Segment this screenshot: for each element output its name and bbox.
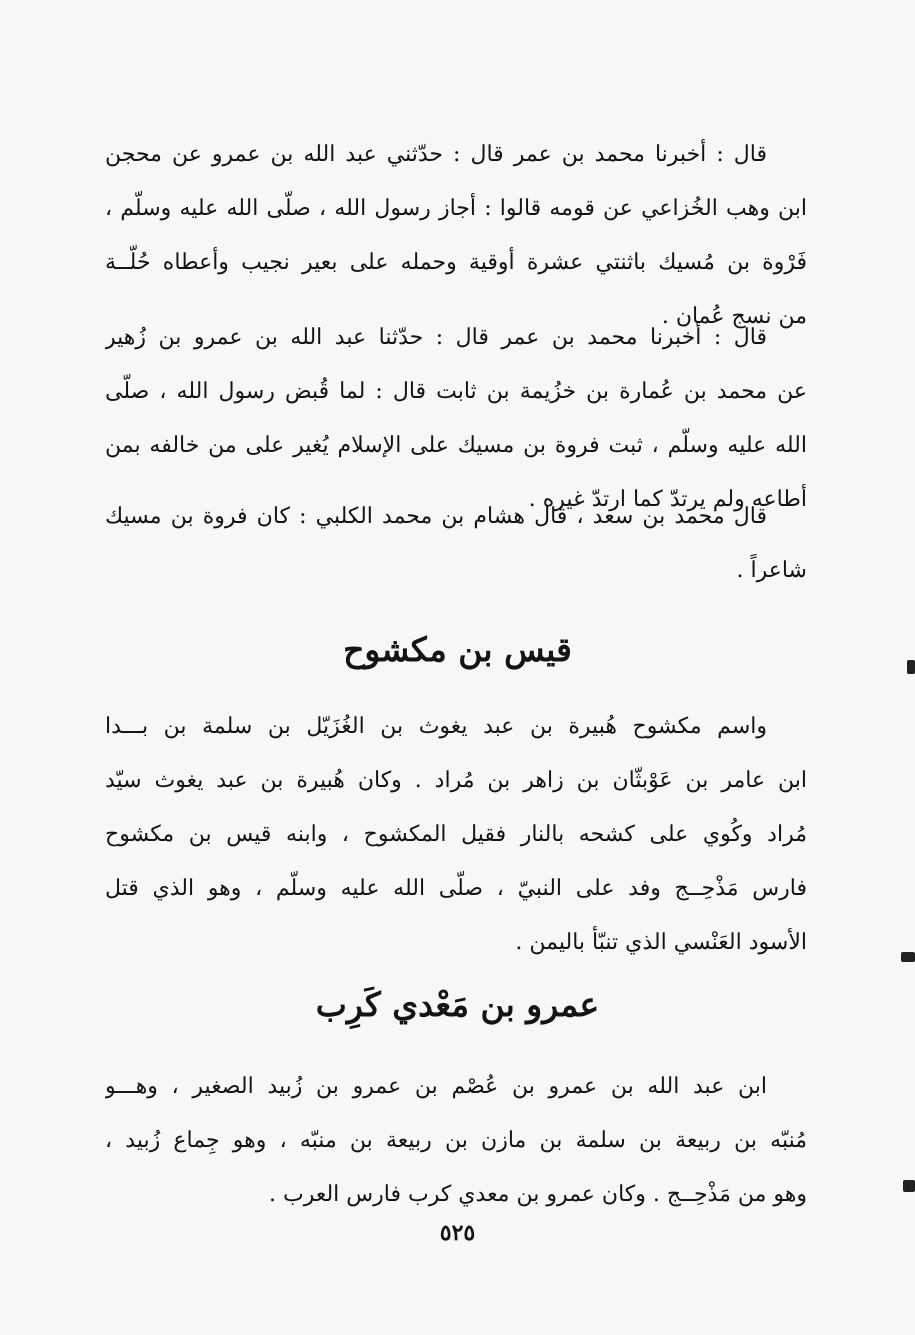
text-line: عن محمد بن عُمارة بن خزُيمة بن ثابت قال : لما قُبض رسول الله ، صلّى — [105, 379, 807, 404]
text-line: شاعراً . — [736, 558, 807, 583]
page-number: ٥٢٥ — [439, 1220, 476, 1246]
text-line: قال : أخبرنا محمد بن عمر قال : حدّثني عبد الله بن عمرو عن محجن — [105, 142, 767, 167]
text-line: ابن عامر بن عَوْبثّان بن زاهر بن مُراد . وكان هُبيرة بن عبد يغوث سيّد — [105, 768, 807, 793]
text-line: واسم مكشوح هُبيرة بن عبد يغوث بن الغُزَيّل بن سلمة بن بـــدا — [105, 714, 767, 739]
text-line: فَرْوة بن مُسيك باثنتي عشرة أوقية وحمله على بعير نجيب وأعطاه حُلّــة — [105, 250, 807, 275]
text-line: مُنبّه بن ربيعة بن سلمة بن مازن بن ربيعة بن منبّه ، وهو جِماع زُبيد ، — [105, 1128, 807, 1153]
text-line: ابن عبد الله بن عمرو بن عُصْم بن عمرو بن زُبيد الصغير ، وهـــو — [105, 1074, 767, 1099]
text-line: الأسود العَنْسي الذي تنبّأ باليمن . — [515, 930, 807, 955]
text-line: مُراد وكُوي على كشحه بالنار فقيل المكشوح ، وابنه قيس بن مكشوح — [105, 822, 807, 847]
scan-edge-mark — [903, 1180, 915, 1192]
paragraph-5 — [105, 1060, 807, 1222]
text-line: ابن وهب الخُزاعي عن قومه قالوا : أجاز رسول الله ، صلّى الله عليه وسلّم ، — [105, 196, 807, 221]
text-line: أطاعه ولم يرتدّ كما ارتدّ غيره . — [528, 487, 807, 512]
scan-edge-mark — [901, 952, 915, 962]
text-line: الله عليه وسلّم ، ثبت فروة بن مسيك على الإسلام يُغير على من خالفه بمن — [105, 433, 807, 458]
section-heading-qays: قيس بن مكشوح — [343, 630, 572, 669]
paragraph-4 — [105, 700, 807, 970]
text-line: من نسج عُمان . — [661, 304, 807, 329]
section-heading-amr: عمرو بن مَعْدي كَرِب — [315, 985, 600, 1024]
scan-edge-mark — [907, 660, 915, 674]
text-line: قال : أخبرنا محمد بن عمر قال : حدّثنا عبد الله بن عمرو بن زُهير — [105, 325, 767, 350]
text-line: فارس مَذْحِــج وفد على النبيّ ، صلّى الله عليه وسلّم ، وهو الذي قتل — [105, 876, 807, 901]
text-line: وهو من مَذْحِــج . وكان عمرو بن معدي كرب فارس العرب . — [269, 1182, 807, 1207]
paragraph-3 — [105, 490, 807, 598]
text-line: قال محمد بن سعد ، قال هشام بن محمد الكلبي : كان فروة بن مسيك — [105, 504, 767, 529]
